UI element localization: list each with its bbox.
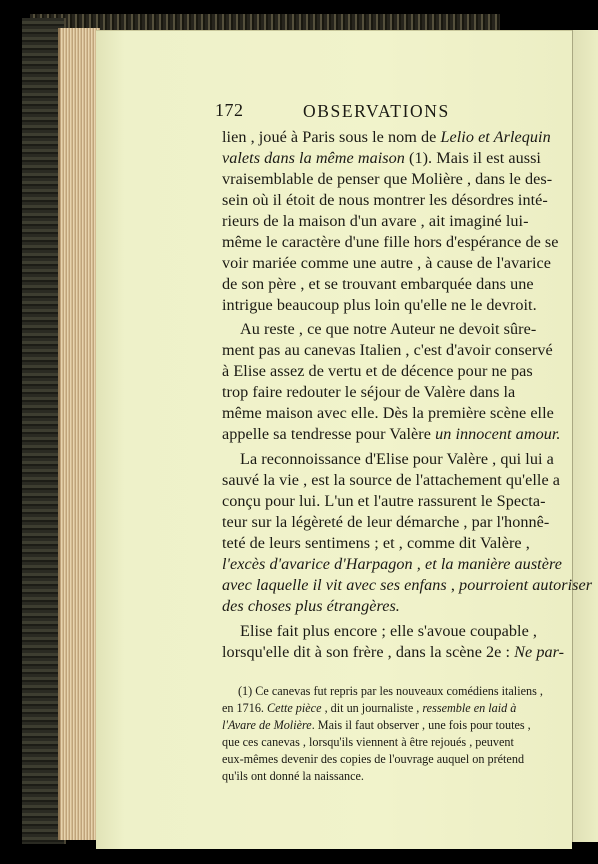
footnote-line: que ces canevas , lorsqu'ils viennent à être rejoués , peuvent	[222, 735, 514, 749]
body-line: l'excès d'avarice d'Harpagon , et la manière austère	[222, 555, 562, 573]
body-line: appelle sa tendresse pour Valère un innocent amour.	[222, 425, 561, 443]
footnote-line: eux-mêmes devenir des copies de l'ouvrage auquel on prétend	[222, 752, 525, 766]
body-line: teté de leurs sentimens ; et , comme dit Valère ,	[222, 534, 530, 552]
body-line: lien , joué à Paris sous le nom de Lelio et Arlequin	[222, 128, 551, 146]
footnote-line: l'Avare de Molière. Mais il faut observer , une fois pour toutes ,	[222, 718, 531, 732]
body-line: sein où il étoit de nous montrer les désordres inté-	[222, 191, 548, 209]
body-line: ment pas au canevas Italien , c'est d'avoir conservé	[222, 341, 553, 359]
footnote-line: en 1716. Cette pièce , dit un journaliste , ressemble en laid à	[222, 701, 517, 715]
page-number: 172	[215, 100, 244, 120]
facing-page-edge	[572, 30, 598, 842]
body-line: des choses plus étrangères.	[222, 597, 400, 615]
footnote-line: (1) Ce canevas fut repris par les nouveaux comédiens italiens ,	[238, 684, 543, 698]
body-line: avec laquelle il vit avec ses enfans , pourroient autoriser	[222, 576, 593, 594]
body-line: lorsqu'elle dit à son frère , dans la scène 2e : Ne par-	[222, 643, 565, 661]
body-line: teur sur la légèreté de leur démarche , par l'honnê-	[222, 513, 550, 531]
body-line: de son père , et se trouvant embarquée dans une	[222, 275, 534, 293]
body-line: voir mariée comme une autre , à cause de l'avarice	[222, 254, 551, 272]
body-line: même le caractère d'une fille hors d'espérance de se	[222, 233, 559, 251]
body-line: trop faire redouter le séjour de Valère dans la	[222, 383, 516, 401]
book-headband	[30, 14, 500, 31]
body-line: intrigue beaucoup plus loin qu'elle ne le devroit.	[222, 296, 537, 314]
body-line: conçu pour lui. L'un et l'autre rassurent le Specta-	[222, 492, 546, 510]
body-line: La reconnoissance d'Elise pour Valère , qui lui a	[240, 450, 554, 468]
running-title: OBSERVATIONS	[303, 101, 450, 121]
body-line: Elise fait plus encore ; elle s'avoue coupable ,	[240, 622, 538, 640]
body-line: vraisemblable de penser que Molière , dans le des-	[222, 170, 553, 188]
body-line: Au reste , ce que notre Auteur ne devoit sûre-	[240, 320, 537, 338]
body-line: rieurs de la maison d'un avare , ait imaginé lui-	[222, 212, 529, 230]
footnote-line: qu'ils ont donné la naissance.	[222, 769, 364, 783]
page-edges	[58, 28, 100, 840]
body-line: même maison avec elle. Dès la première scène elle	[222, 404, 554, 422]
body-line: valets dans la même maison (1). Mais il est aussi	[222, 149, 541, 167]
body-line: à Elise assez de vertu et de décence pour ne pas	[222, 362, 533, 380]
body-line: sauvé la vie , est la source de l'attachement qu'elle a	[222, 471, 561, 489]
